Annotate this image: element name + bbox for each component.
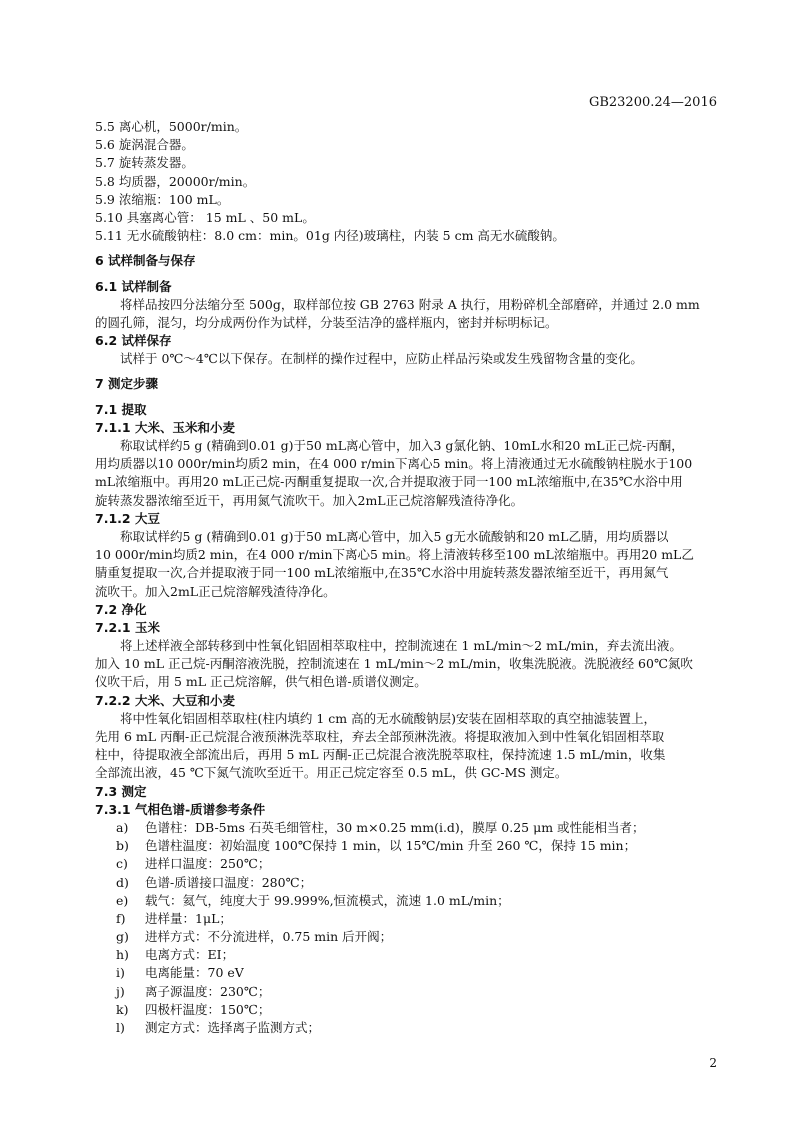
condition-item (95, 837, 720, 855)
condition-item (95, 874, 720, 892)
conditions-list (95, 819, 720, 1037)
condition-text: 离子源温度：230℃； (145, 983, 271, 999)
condition-item (95, 1019, 720, 1037)
paragraph-line: 将上述样液全部转移到中性氧化铝固相萃取柱中，控制流速在 1 mL/min～2 mL/min，弃去流出液。 (120, 638, 682, 654)
paragraph-line: 称取试样约5 g (精确到0.01 g)于50 mL离心管中，加入5 g无水硫酸钠和20 mL乙腈，用均质器以 (120, 528, 669, 544)
section-6-heading: 6 试样制备与保存 (95, 253, 196, 269)
condition-text: 四极杆温度：150℃； (145, 1001, 271, 1017)
condition-text: 电离能量：70 eV (145, 965, 244, 981)
condition-item (95, 855, 720, 873)
list-marker: i) (116, 965, 125, 981)
list-marker: k) (116, 1001, 129, 1017)
section-7-heading: 7 测定步骤 (95, 376, 159, 392)
condition-text: 进样量：1μL； (145, 910, 232, 926)
section-7-1-heading: 7.1 提取 (95, 401, 147, 417)
page-number: 2 (709, 1056, 717, 1070)
paragraph-line: mL浓缩瓶中。再用20 mL正己烷-丙酮重复提取一次,合并提取液于同一100 mL浓缩瓶中,在35℃水浴中用 (95, 474, 683, 490)
paragraph-line: 试样于 0℃～4℃以下保存。在制样的操作过程中，应防止样品污染或发生残留物含量的变化。 (120, 351, 643, 367)
list-marker: a) (116, 819, 129, 835)
section-6-1-heading: 6.1 试样制备 (95, 278, 172, 294)
paragraph-line: 流吹干。加入2mL正己烷溶解残渣待净化。 (95, 583, 336, 599)
equipment-item: 5.8 均质器，20000r/min。 (95, 173, 256, 189)
paragraph-line: 全部流出液，45 ℃下氮气流吹至近干。用正己烷定容至 0.5 mL，供 GC-MS 测定。 (95, 765, 568, 781)
condition-text: 载气：氦气，纯度大于 99.999%,恒流模式，流速 1.0 mL/min； (145, 892, 510, 908)
paragraph-line: 将中性氧化铝固相萃取柱(柱内填约 1 cm 高的无水硫酸钠层)安装在固相萃取的真空抽滤装置上， (120, 710, 656, 726)
paragraph-line: 用均质器以10 000r/min均质2 min，在4 000 r/min下离心5 min。将上清液通过无水硫酸钠柱脱水于100 (95, 456, 693, 472)
standard-code: GB23200.24—2016 (588, 95, 717, 110)
condition-item (95, 819, 720, 837)
condition-text: 电离方式：EI； (145, 947, 235, 963)
paragraph-line: 仪吹干后，用 5 mL 正己烷溶解，供气相色谱-质谱仪测定。 (95, 674, 427, 690)
paragraph-line: 加入 10 mL 正己烷-丙酮溶液洗脱，控制流速在 1 mL/min～2 mL/min，收集洗脱液。洗脱液经 60℃氮吹 (95, 656, 693, 672)
section-7-3-heading: 7.3 测定 (95, 783, 147, 799)
condition-text: 进样口温度：250℃； (145, 856, 271, 872)
condition-text: 进样方式：不分流进样，0.75 min 后开阀； (145, 929, 393, 945)
list-marker: j) (116, 983, 125, 999)
paragraph-line: 的圆孔筛，混匀，均分成两份作为试样，分装至洁净的盛样瓶内，密封并标明标记。 (95, 314, 558, 330)
section-7-1-1-heading: 7.1.1 大米、玉米和小麦 (95, 419, 235, 435)
equipment-item: 5.7 旋转蒸发器。 (95, 155, 194, 171)
list-marker: c) (116, 856, 128, 872)
condition-text: 色谱柱：DB-5ms 石英毛细管柱，30 m×0.25 mm(i.d)，膜厚 0.25 μm 或性能相当者； (145, 819, 645, 835)
section-6-2-heading: 6.2 试样保存 (95, 333, 172, 349)
list-marker: h) (116, 947, 129, 963)
section-7-2-2-heading: 7.2.2 大米、大豆和小麦 (95, 692, 235, 708)
paragraph-line: 腈重复提取一次,合并提取液于同一100 mL浓缩瓶中,在35℃水浴中用旋转蒸发器浓缩至近干，再用氮气 (95, 565, 669, 581)
list-marker: e) (116, 892, 129, 908)
list-marker: f) (116, 910, 126, 926)
condition-item (95, 946, 720, 964)
paragraph-line: 称取试样约5 g (精确到0.01 g)于50 mL离心管中，加入3 g氯化钠、10mL水和20 mL正己烷-丙酮， (120, 438, 684, 453)
section-7-1-2-heading: 7.1.2 大豆 (95, 510, 160, 526)
paragraph-line: 将样品按四分法缩分至 500g，取样部位按 GB 2763 附录 A 执行，用粉碎机全部磨碎，并通过 2.0 mm (120, 296, 700, 312)
equipment-item: 5.9 浓缩瓶：100 mL。 (95, 191, 230, 207)
list-marker: l) (116, 1020, 125, 1035)
equipment-list (95, 118, 720, 245)
list-marker: d) (116, 874, 129, 890)
equipment-item: 5.10 具塞离心管： 15 mL 、50 mL。 (95, 209, 315, 225)
paragraph-line: 10 000r/min均质2 min，在4 000 r/min下离心5 min。将上清液转移至100 mL浓缩瓶中。再用20 mL乙 (95, 547, 694, 563)
equipment-item: 5.11 无水硫酸钠柱：8.0 cm：min。01g 内径)玻璃柱，内装 5 cm 高无水硫酸钠。 (95, 228, 565, 244)
condition-item (95, 1001, 720, 1019)
paragraph-line: 柱中，待提取液全部流出后，再用 5 mL 丙酮-正己烷混合液洗脱萃取柱，保持流速 1.5 mL/min，收集 (95, 747, 666, 763)
condition-item (95, 964, 720, 982)
condition-item (95, 910, 720, 928)
paragraph-line: 先用 6 mL 丙酮-正己烷混合液预淋洗萃取柱，弃去全部预淋洗液。将提取液加入到中性氧化铝固相萃取 (95, 729, 665, 744)
condition-item (95, 983, 720, 1001)
list-marker: g) (116, 929, 129, 945)
condition-text: 色谱柱温度：初始温度 100℃保持 1 min，以 15℃/min 升至 260 ℃，保持 15 min； (145, 838, 637, 854)
section-7-3-1-heading: 7.3.1 气相色谱-质谱参考条件 (95, 801, 266, 817)
condition-item (95, 928, 720, 946)
paragraph-line: 旋转蒸发器浓缩至近干，再用氮气流吹干。加入2mL正己烷溶解残渣待净化。 (95, 492, 524, 508)
section-7-2-1-heading: 7.2.1 玉米 (95, 619, 160, 635)
condition-text: 测定方式：选择离子监测方式； (145, 1020, 321, 1035)
equipment-item: 5.5 离心机，5000r/min。 (95, 119, 248, 134)
page-content (95, 118, 720, 1037)
equipment-item: 5.6 旋涡混合器。 (95, 137, 194, 153)
section-7-2-heading: 7.2 净化 (95, 601, 147, 617)
condition-item (95, 892, 720, 910)
condition-text: 色谱-质谱接口温度：280℃； (145, 874, 313, 890)
list-marker: b) (116, 838, 129, 854)
